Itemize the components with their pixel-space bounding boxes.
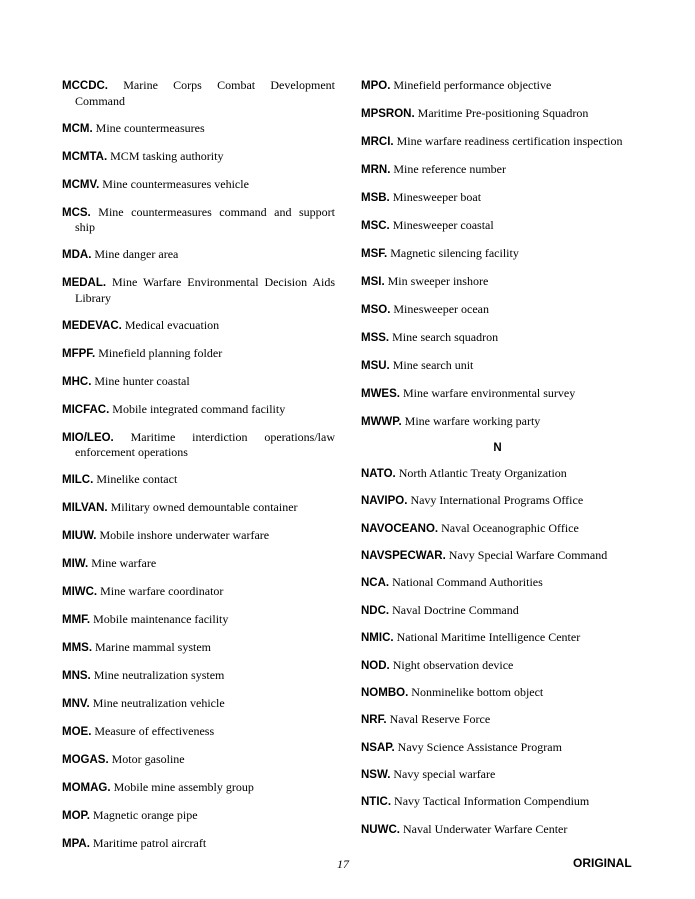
glossary-entry <box>62 836 335 852</box>
entry-definition: Nonminelike bottom object <box>411 684 544 699</box>
entry-definition: Mine reference number <box>393 161 506 176</box>
entry-abbreviation: MSS. <box>361 331 390 344</box>
glossary-entry <box>361 218 634 234</box>
entry-abbreviation: MPSRON. <box>361 107 415 120</box>
entry-abbreviation: MIW. <box>62 558 89 571</box>
glossary-entry <box>361 162 634 178</box>
entry-abbreviation: MSF. <box>361 247 388 260</box>
entry-definition: Naval Oceanographic Office <box>441 520 579 535</box>
entry-definition: Mobile inshore underwater warfare <box>99 528 270 543</box>
entry-definition: Navy special warfare <box>393 767 496 782</box>
entry-definition: Medical evacuation <box>124 317 220 332</box>
entry-abbreviation: NAVOCEANO. <box>361 522 439 535</box>
entry-definition: MCM tasking authority <box>110 148 224 163</box>
entry-abbreviation: NMIC. <box>361 632 394 645</box>
glossary-entry <box>62 247 335 263</box>
entry-definition: Maritime patrol aircraft <box>92 835 207 850</box>
glossary-entry <box>62 612 335 628</box>
entry-definition: Measure of effectiveness <box>94 724 215 739</box>
glossary-entry <box>62 584 335 600</box>
entry-definition: Navy Tactical Information Compendium <box>394 794 590 809</box>
entry-abbreviation: MCMTA. <box>62 150 108 163</box>
entry-definition: Mine warfare environmental survey <box>402 385 576 400</box>
entry-definition: Navy Special Warfare Command <box>448 547 608 562</box>
entry-abbreviation: NRF. <box>361 714 387 727</box>
glossary-entry <box>361 603 634 619</box>
entry-definition: Min sweeper inshore <box>387 273 489 288</box>
glossary-entry <box>62 402 335 418</box>
entry-definition: Minesweeper coastal <box>392 217 494 232</box>
entry-definition: Mine countermeasures <box>95 120 205 135</box>
glossary-entry <box>361 386 634 402</box>
entry-definition: Mine search squadron <box>392 329 499 344</box>
glossary-entry <box>361 190 634 206</box>
entry-abbreviation: MILC. <box>62 474 94 487</box>
entry-definition: Mine danger area <box>94 247 179 262</box>
glossary-entry <box>62 472 335 488</box>
entry-abbreviation: NDC. <box>361 604 390 617</box>
entry-definition: Mobile integrated command facility <box>112 401 286 416</box>
entry-abbreviation: MRN. <box>361 163 391 176</box>
entry-abbreviation: MSO. <box>361 303 391 316</box>
glossary-entry <box>361 630 634 646</box>
glossary-entry <box>361 78 634 94</box>
glossary-entry <box>62 696 335 712</box>
glossary-entry <box>62 430 335 460</box>
entry-definition: Mine Warfare Environmental Decision Aids Library <box>75 275 335 305</box>
entry-definition: Navy Science Assistance Program <box>397 739 562 754</box>
entry-abbreviation: NAVSPECWAR. <box>361 549 446 562</box>
entry-definition: Mine warfare working party <box>404 413 541 428</box>
original-mark: ORIGINAL <box>573 856 632 870</box>
entry-definition: Motor gasoline <box>111 752 185 767</box>
entry-definition: Naval Reserve Force <box>389 712 491 727</box>
entry-abbreviation: MCCDC. <box>62 80 108 92</box>
entry-abbreviation: MPA. <box>62 837 90 850</box>
entry-definition: Mine warfare coordinator <box>100 584 224 599</box>
entry-abbreviation: MRCI. <box>361 135 394 148</box>
entry-abbreviation: MILVAN. <box>62 502 108 515</box>
glossary-entry <box>62 149 335 165</box>
entry-abbreviation: NOD. <box>361 659 390 672</box>
entry-definition: Marine Corps Combat Development Command <box>75 78 336 108</box>
entry-abbreviation: MEDAL. <box>62 277 107 290</box>
glossary-entry <box>62 724 335 740</box>
entry-definition: National Command Authorities <box>392 575 543 590</box>
entry-definition: Mine neutralization vehicle <box>92 696 225 711</box>
glossary-entry <box>62 275 335 305</box>
entry-abbreviation: MOE. <box>62 726 92 739</box>
glossary-entry <box>361 106 634 122</box>
glossary-entry <box>62 177 335 193</box>
glossary-entry <box>62 500 335 516</box>
glossary-entry <box>62 78 335 108</box>
entry-abbreviation: NSW. <box>361 769 391 782</box>
entry-definition: Mine neutralization system <box>93 668 225 683</box>
entry-abbreviation: NSAP. <box>361 741 395 754</box>
entry-definition: Minesweeper boat <box>392 189 482 204</box>
entry-definition: Mine search unit <box>392 357 474 372</box>
entry-definition: Minefield performance objective <box>393 78 552 92</box>
glossary-entry <box>361 302 634 318</box>
entry-definition: North Atlantic Treaty Organization <box>398 465 567 480</box>
entry-abbreviation: MIWC. <box>62 586 98 599</box>
glossary-entry <box>361 274 634 290</box>
glossary-entry <box>361 740 634 756</box>
left-column <box>62 78 335 864</box>
entry-abbreviation: MMF. <box>62 614 91 627</box>
entry-abbreviation: NCA. <box>361 577 390 590</box>
glossary-entry <box>62 346 335 362</box>
entry-definition: Mine hunter coastal <box>94 373 190 388</box>
entry-abbreviation: MOP. <box>62 810 90 822</box>
entry-abbreviation: MMS. <box>62 642 93 655</box>
entry-abbreviation: MSU. <box>361 359 390 372</box>
entry-abbreviation: MFPF. <box>62 347 96 360</box>
entry-abbreviation: MWWP. <box>361 415 402 428</box>
glossary-entry <box>62 318 335 334</box>
entry-abbreviation: MOMAG. <box>62 782 111 795</box>
glossary-entry <box>62 121 335 137</box>
entry-definition: Mobile maintenance facility <box>93 612 229 627</box>
glossary-entry <box>361 134 634 150</box>
entry-abbreviation: MSB. <box>361 191 390 204</box>
entry-definition: Mobile mine assembly group <box>113 780 254 795</box>
entry-definition: Navy International Programs Office <box>410 493 584 508</box>
glossary-entry <box>361 246 634 262</box>
glossary-entry <box>62 556 335 572</box>
entry-abbreviation: MCMV. <box>62 178 100 191</box>
glossary-entry <box>62 752 335 768</box>
glossary-entry <box>361 575 634 591</box>
entry-definition: Naval Doctrine Command <box>392 602 519 617</box>
entry-abbreviation: MSI. <box>361 275 385 288</box>
right-column <box>361 78 634 849</box>
entry-abbreviation: MPO. <box>361 80 391 92</box>
glossary-entry <box>361 794 634 810</box>
entry-abbreviation: NAVIPO. <box>361 495 408 508</box>
section-letter: N <box>493 441 502 454</box>
entry-abbreviation: MHC. <box>62 375 92 388</box>
entry-definition: Minefield planning folder <box>98 345 223 360</box>
glossary-entry <box>62 808 335 824</box>
entry-definition: Minelike contact <box>96 472 178 487</box>
glossary-entry <box>361 414 634 430</box>
entry-abbreviation: MIUW. <box>62 530 97 543</box>
glossary-entry <box>361 466 634 482</box>
entry-abbreviation: MDA. <box>62 249 92 262</box>
entry-definition: Maritime Pre-positioning Squadron <box>417 105 589 120</box>
glossary-entry <box>361 685 634 701</box>
entry-abbreviation: MCS. <box>62 206 91 219</box>
glossary-entry <box>361 358 634 374</box>
entry-abbreviation: MSC. <box>361 219 390 232</box>
entry-definition: Magnetic silencing facility <box>390 245 519 260</box>
entry-abbreviation: NUWC. <box>361 823 400 836</box>
entry-definition: Minesweeper ocean <box>393 301 490 316</box>
glossary-entry <box>361 658 634 674</box>
entry-definition: Naval Underwater Warfare Center <box>402 821 568 836</box>
entry-abbreviation: NATO. <box>361 467 396 480</box>
entry-definition: Mine warfare <box>91 556 157 571</box>
entry-definition: Marine mammal system <box>95 640 212 655</box>
entry-abbreviation: MEDEVAC. <box>62 319 122 332</box>
entry-definition: Mine countermeasures vehicle <box>102 176 249 191</box>
glossary-entry <box>62 640 335 656</box>
entry-definition: Night observation device <box>392 657 514 672</box>
glossary-entry <box>361 712 634 728</box>
entry-definition: Magnetic orange pipe <box>92 808 198 822</box>
entry-definition: National Maritime Intelligence Center <box>396 630 581 645</box>
entry-abbreviation: MNS. <box>62 670 91 683</box>
entry-abbreviation: MICFAC. <box>62 403 110 416</box>
entry-abbreviation: MWES. <box>361 387 400 400</box>
page-number: 17 <box>337 857 349 871</box>
glossary-entry <box>361 822 634 838</box>
glossary-entry <box>361 493 634 509</box>
entry-abbreviation: NOMBO. <box>361 686 409 699</box>
entry-definition: Military owned demountable container <box>110 500 298 515</box>
entry-definition: Mine countermeasures command and support ship <box>75 204 336 235</box>
entry-abbreviation: NTIC. <box>361 796 392 809</box>
entry-definition: Maritime interdiction operations/law enforcement operations <box>75 429 335 460</box>
entry-abbreviation: MIO/LEO. <box>62 431 114 444</box>
entry-abbreviation: MNV. <box>62 698 90 711</box>
glossary-entry <box>62 668 335 684</box>
entry-definition: Mine warfare readiness certification inspection <box>396 133 623 148</box>
glossary-entry <box>62 528 335 544</box>
glossary-entry <box>361 521 634 537</box>
glossary-entry <box>62 205 335 235</box>
glossary-entry <box>361 767 634 783</box>
glossary-entry <box>62 780 335 796</box>
glossary-entry <box>62 374 335 390</box>
entry-abbreviation: MOGAS. <box>62 754 109 767</box>
glossary-entry <box>361 548 634 564</box>
entry-abbreviation: MCM. <box>62 122 93 135</box>
glossary-entry <box>361 330 634 346</box>
